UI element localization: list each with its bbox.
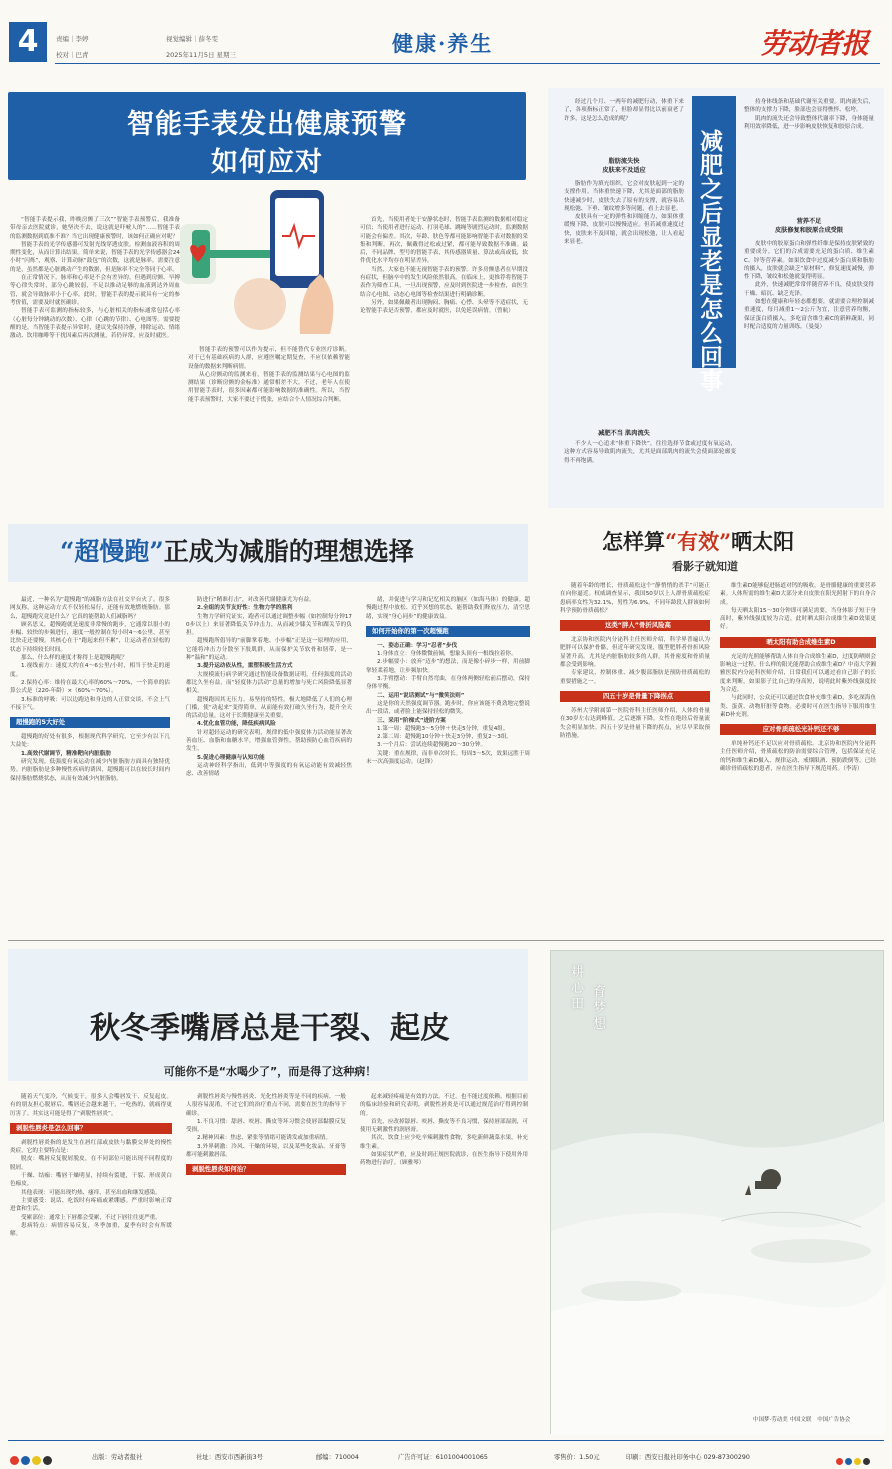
page-number: 4 xyxy=(17,24,39,59)
article1-col2: 智能手表的预警可以作为提示，但不能替代专业医疗诊断。对于已有基础疾病的人群，应遵医嘱定期复查，不应仅依赖智能设备的数据来判断病情。 从心房颤动的监测来看，智能手表的监测结果与心电图的监测结果（诊断房颤的金标准）通常相差不大。不过，老年人在使用智能手表时，很多因素都可能影响数据的准确性。所以，当智能手表预警时，大家不要过于慌张，应结合个人情况综合判断。 xyxy=(188,347,350,403)
article5-col1: 随着天气变冷，气候变干，很多人会嘴唇发干、反复起皮。有的朋友担心脱唇后，嘴唇还会越来越干，一吃热的，就痛得更厉害了。其实这可能是得了“剥脱性唇炎”。 剥脱性唇炎是怎么回事？ 剥脱性唇炎指的是发生在唇红部或皮肤与黏膜交界处的慢性炎症，它的主要特点是： 脱皮：嘴唇反复脱屑脱皮，在不同部位可能出现不同程度的脱屑。 干燥、结痂：嘴唇干燥明显，持续有裂缝，干裂、形成黄白色痂皮。 其他表现：可能出现灼热、瘙痒，甚至出血和继发感染。 主要感受：说话、吃饭时有疼痛或紧绷感。严重时影响正常进食和生活。 受累部位：通常上下唇都会受累，不过下唇往往更严重。 患病特点：病情容易反复，冬季加重，夏季有时会有所缓解。 xyxy=(10,1094,172,1238)
color-dot-blue xyxy=(845,1458,852,1465)
ad-footer-right: 中国广告协会 xyxy=(817,1417,851,1423)
article1-col3: 首先，当使用者处于安静状态时，智能手表监测的数据相对稳定可信；当使用者进行运动、打羽毛球、跳绳等剧烈运动时，监测数据可能会有偏差。其次，年龄、肤色等都可能影响智能手表对数据的采集和判断。再次，佩戴得过松或过紧，都可能导致数据不准确。最后，不同品牌、型号的智能手表，其传感器质量、算法或高或低，软件优化水平均存在明显差异。 当然，大家也不能无视智能手表的预警。许多房颤患者在早期没有症状，但脑卒中的发生风险依然很高。在临床上，更推荐将智能手表作为筛查工具，一旦出现预警，应及时到医院进一步检查，由医生结合心电图、动态心电图等检查结果进行明确诊断。 另外，如果佩戴者出现胸闷、胸痛、心悸、头晕等不适症状，无论智能手表是否预警，都应及时就医，以免延误病情。（曾航） xyxy=(360,217,528,315)
footer-postcode: 邮编：710004 xyxy=(316,1454,359,1461)
visual-editor-credit: 视觉编辑｜薛冬雯 xyxy=(166,35,218,43)
article4-head4: 应对骨质疏松光补钙还不够 xyxy=(720,724,876,735)
article3-sub2: 减肥不当 肌肉流失 xyxy=(598,430,650,437)
article4-title-pre: 怎样算 xyxy=(602,529,665,554)
article3-col1c: 不少人一心追求“体重下降快”，往往选择节食或过度有氧运动，这种方式容易导致肌肉流失，尤其是面部肌肉的流失会使面部轮廓变得不再饱满。 xyxy=(564,441,736,464)
article1-col1: “智能手表提示我，昨晚房颤了三次”“智能手表预警后，我准备带母亲去医院就诊，她坚决不去，说这就是吓唬人的”……智能手表的监测数据到底准不准？当它出现健康预警时，该如何正确应对呢？ 智能手表的光学传感器可发射光线穿透皮肤，检测血液容积的周期性变化，从而计算出结果。简单来说，智能手表的光学传感器会24小时“闪烁”，观察、计算动脉“鼓包”的次数，这就是脉率。需要注意的是，虽然都是心脏跳动产生的数据，但是脉率不完全等同于心率。 在正常情况下，脉率和心率是不会有差异的。但遇到房颤、早搏等心律失常时，部分心跳较弱，不足以推动足够的血液到达外周血管，就会导致脉率小于心率。此时，智能手表的提示就具有一定的参考价值，需要及时就医确诊。 智能手表可监测的指标较多，与心脏相关的指标通常包括心率（心脏每分钟跳动的次数）、心律（心跳的节律）、心电图等。需要提醒的是，当智能手表提示异常时，建议先保持冷静，排除运动、情绪激动、饮用咖啡等干扰因素后再次测量，若仍异常，应及时就医。 xyxy=(10,217,180,340)
article2-col3: 绪，并促进与学习和记忆相关的脑区（如海马体）的健康。超慢跑过程中放松、近乎冥想的状态，能帮助我们释放压力，清空思绪，实现“身心同步”的健康效益。 如何开始你的第一次超慢跑 一、姿态正确：学习“忍者”步伐 1.身体直立：身体微微前倾，想象头顶有一根线拉着你。 2.步幅要小：放弃“迈步”的想法，而是像小碎步一样，用前脚掌轻柔着地，让步频加快。 3.手臂摆动：手臂自然弯曲，在身体两侧轻松前后摆动，保持身体平衡。 二、运用“说话测试”与“微笑法则” 这是你的天然强度调节器。跑步时，你应该能不费劲地完整说出一段话，或者脸上能保持轻松的微笑。 三、采用“阶梯式”进阶方案 1.第一周：超慢跑3～5分钟＋快走5分钟，重复4组。 2.第二周：超慢跑10分钟＋快走3分钟，重复2～3组。 3.一个月后：尝试连续超慢跑20～30分钟。 关键：重在规律，而非单次时长。每周3～5次，效果远胜于周末一次高强度运动。（赵锋） xyxy=(366,597,530,766)
article1-title-line1: 智能手表发出健康预警 xyxy=(127,109,407,140)
footer-printer: 印刷：西安日报社印务中心 029-87300290 xyxy=(626,1454,750,1461)
article4-title-post: 晒太阳 xyxy=(731,529,795,554)
article2-title-highlight: “超慢跑” xyxy=(60,537,164,566)
article2-title xyxy=(60,532,414,568)
page-header xyxy=(0,0,892,68)
page-number-badge xyxy=(9,22,47,62)
article3-title: 减肥之后显老是怎么回事 xyxy=(700,128,723,395)
article3-col1b: 脂肪作为填充组织，它会对皮肤起到一定的支撑作用。当体重快速下降，尤其是面部的脂肪快速减少时，皮肤失去了原有的支撑，就容易出现松弛、下垂、皱纹增多等问题，看上去显老。 皮肤具有一定的弹性和回缩能力，如果体重缓慢下降，皮肤可以慢慢适应。但若减重速度过快，皮肤来不及回缩，就会出现松弛，让人看起来显老。 xyxy=(564,181,684,246)
article1-title-box xyxy=(8,92,526,180)
article3-col1a: 经过几个月、一两年的减肥行动，体重下来了，各项指标正常了，但脸却显得比以前衰老了许多。这是怎么造成的呢？ xyxy=(564,99,684,122)
middle-divider xyxy=(8,940,884,941)
article2-title-rest: 正成为减脂的理想选择 xyxy=(163,537,414,566)
ad-line2: 育梦想 xyxy=(593,985,607,1032)
article2-col1: 最近，一种名为“超慢跑”的减脂方法在社交平台火了。很多网友称，这种运动方式不仅轻松易行，还能有效地燃烧脂肪。那么，超慢跑究竟是什么？它真的能帮助人们减脂吗？ 顾名思义，超慢跑就是速度非常慢的跑步，它通常以很小的步幅、较快的步频进行，速度一般控制在每小时4～6公里，甚至比快走还要慢。其核心在于“跑起来但不累”，让运动者在轻松的状态下持续较长时间。 那么，什么样的速度才称得上是超慢跑呢？ 1.视线前方：速度大约在4～6公里/小时，相当于快走的速度。 2.保持心率：维持在最大心率的60%～70%，一个简单的估算公式是（220-年龄）×（60%～70%）。 3.标准的呼吸：可以边跑边和身边的人正常交谈，不会上气不接下气。 超慢跑的5大好处 超慢跑的好处有很多，根据现代科学研究，它至少有以下几大益处： 1.高效代谢调节，精准靶向内脏脂肪 研究发现，低强度有氧运动在减少内脏脂肪方面具有独特优势。内脏脂肪是多种慢性疾病的诱因，超慢跑可以在较长时间内保持脂肪燃烧状态，从而有效减少内脏脂肪。 xyxy=(10,597,170,782)
ad-line1: 耕心田 xyxy=(571,965,585,1012)
article3-col2b: 皮肤中的胶原蛋白和弹性纤维是保持皮肤紧致的重要成分。它们的合成需要充足的蛋白质、维生素C、锌等营养素。如果饮食中过度减少蛋白质和脂肪的摄入，皮肤就会缺乏“原材料”，修复速度减慢，弹性下降，皱纹和松弛就变得明显。 此外，快速减肥常常伴随营养不良，使皮肤变得干燥、暗沉、缺乏光泽。 如想在健康和年轻态都想要，就需要合理控制减重速度，每月减重1～2公斤为宜，注意营养均衡，保证蛋白质摄入，多吃富含维生素C的新鲜蔬果，同时配合适度的力量训练。（曼曼） xyxy=(744,241,874,330)
article4-head2: 四五十岁是骨量下降拐点 xyxy=(560,691,710,702)
footer-dots-right xyxy=(836,1450,870,1469)
article3-col2a: 持身体线条和基础代谢至关重要。肌肉流失后，整体的支撑力下降，脸部也会显得憔悴、松垮。 肌肉的流失还会导致整体代谢率下降，身体能量利用效率降低，进一步影响皮肤恢复和胶原合成。 xyxy=(744,99,874,130)
article-chapped-lips xyxy=(0,945,540,1435)
article4-title xyxy=(602,526,794,556)
proofreader-credit: 校对｜巴青 xyxy=(56,51,89,59)
article-smartwatch xyxy=(0,88,540,508)
article-weightloss-aging xyxy=(548,88,884,508)
footer-price: 零售价：1.50元 xyxy=(554,1454,600,1461)
article5-subtitle: 可能你不是“水喝少了”，而是得了这种病！ xyxy=(163,1065,377,1078)
article4-col1: 随着年龄的增长，骨质疏松这个“静悄悄的杀手”可能正在向你逼近。权威调查显示，我国50岁以上人群骨质疏松症患病率女性为32.1%，男性为6.9%。不同年龄段人群该如何科学预防骨质疏松？ 这类“胖人”骨折风险高 北京协和医院内分泌科主任医师介绍，科学界普遍认为肥胖可以保护骨骼，但近年研究发现，腹型肥胖者骨折风险显著升高。尤其是内脏脂肪较多的人群，其骨密度和骨质量都会受到影响。 专家建议，控制体重、减少腹部脂肪是预防骨质疏松的重要措施之一。 四五十岁是骨量下降拐点 苏州大学附属第一医院骨科主任医师介绍，人体的骨量在30岁左右达到峰值，之后逐渐下降，女性在绝经后骨量流失会明显加快。四五十岁是骨量下降的拐点，应尽早采取预防措施。 xyxy=(560,583,710,739)
page-footer xyxy=(0,1440,892,1469)
article5-col2: 剥脱性唇炎与慢性唇炎、光化性唇炎等是不同的疾病。一般人很容易混淆，不过它们的治疗重点不同，需要在医生的指导下确诊。 1.不良习惯：舔唇、咬唇、撕皮等坏习惯会使唇部黏膜反复受损。 2.精神因素：焦虑、紧张等情绪可能诱发或加重病情。 3.外界刺激：冷风、干燥的环境，以及某些化妆品、牙膏等都可能刺激唇部。 剥脱性唇炎如何治？ xyxy=(186,1094,346,1174)
color-dot-black xyxy=(43,1456,52,1465)
article5-col3: 起来减轻疼痛是有效的方法。不过，也不能过度依赖。根据目前的临床经验和研究表明，剥脱性唇炎是可以通过规范治疗得到控制的。 首先，应改掉舔唇、咬唇、撕皮等不良习惯，保持唇部湿润，可使用无刺激性的润唇膏。 其次，饮食上应少吃辛辣刺激性食物，多吃新鲜蔬菜水果，补充维生素。 如果症状严重，应及时到正规医院就诊，在医生指导下使用外用药物进行治疗。（顾雅琴） xyxy=(360,1094,528,1167)
editor-credit: 责编｜李婷 xyxy=(56,35,89,43)
footer-address: 社址：西安市西新街3号 xyxy=(196,1454,263,1461)
color-dot-red xyxy=(836,1458,843,1465)
public-service-ad xyxy=(550,950,884,1434)
article2-section-head2: 如何开始你的第一次超慢跑 xyxy=(366,626,530,637)
color-dot-black xyxy=(863,1458,870,1465)
article5-head2: 剥脱性唇炎如何治？ xyxy=(186,1164,346,1175)
article-superslow-run xyxy=(0,520,540,935)
color-dot-red xyxy=(10,1456,19,1465)
article4-subtitle: 看影子就知道 xyxy=(672,560,738,573)
masthead-logo: 劳动者报 xyxy=(760,27,869,60)
article2-col2: 防进行“精准打击”，对改善代谢健康尤为有益。 2.全组的关节友好性：生物力学的胜利 生物力学研究证实，跑者可以通过调整步幅（如控制每分钟170步以上）来显著降低关节冲击力，从而减少膝关节和踝关节的负担。 超慢跑所倡导的“前脚掌着地、小步幅”正是这一原理的应用，它能将冲击力分散至下肢肌群，从而保护关节软骨和韧带，是一种“温和”的运动。 3.提升运动依从性，重塑积极生活方式 大规模流行病学研究通过智能设备数据证明，任何强度的活动都比久坐有益，而“轻度体力活动”总量的增加与死亡风险降低显著相关。 超慢跑因其无压力、易坚持的特性，极大地降低了人们的心理门槛，使“动起来”变得简单，从而能有效打破久坐行为，提升全天的活动总量，这对于长期健康至关重要。 4.优化血管功能，降低疾病风险 针对超轻运动的研究表明，规律的低中强度体力活动能显著改善血压、血脂和血糖水平，增强血管弹性，帮助预防心血管疾病的发生。 5.促进心理健康与认知功能 运动神经科学指出，低到中等强度的有氧运动能有效减轻焦虑、改善情绪 xyxy=(186,597,352,778)
article3-sub3: 营养不足 皮肤修复和胶原合成受限 xyxy=(774,218,844,234)
smartwatch-illustration xyxy=(180,184,350,344)
issue-date: 2025年11月5日 星期三 xyxy=(166,51,237,59)
color-dot-yellow xyxy=(854,1458,861,1465)
section-title: 健康·养生 xyxy=(392,31,494,56)
article5-head1: 剥脱性唇炎是怎么回事？ xyxy=(10,1123,172,1134)
article2-section-head1: 超慢跑的5大好处 xyxy=(10,717,170,728)
footer-license: 广告许可证：6101004001065 xyxy=(398,1454,488,1461)
color-dot-blue xyxy=(21,1456,30,1465)
article4-head3: 晒太阳有助合成维生素D xyxy=(720,637,876,648)
article5-title: 秋冬季嘴唇总是干裂、起皮 xyxy=(90,1011,450,1046)
article3-title-box xyxy=(692,96,736,395)
footer-dots-left xyxy=(10,1450,54,1469)
article-sunbathing xyxy=(548,520,884,935)
article4-head1: 这类“胖人”骨折风险高 xyxy=(560,620,710,631)
footer-publisher: 出版：劳动者报社 xyxy=(92,1454,143,1461)
ad-footer xyxy=(753,1415,850,1423)
article3-sub1: 脂肪流失快 皮肤来不及适应 xyxy=(602,158,646,174)
article4-col2: 维生素D能够促进肠道对钙的吸收，是骨骼健康的重要营养素。人体所需的维生素D大部分来自皮肤在阳光照射下的自身合成。 每天晒太阳15～30分钟即可满足需要，当身体影子短于身高时，紫外线强度较为合适，此时晒太阳合成维生素D效果更好。 晒太阳有助合成维生素D 充足的光照能够帮助人体自身合成维生素D，过度防晒则会影响这一过程。什么样的阳光能帮助合成维生素D？中南大学湘雅医院内分泌科医师介绍，日常我们可以通过看自己影子的长度来判断，如果影子比自己的身高短，说明此时紫外线强度较为合适。 与此同时，公众还可以通过饮食补充维生素D，多吃深海鱼类、蛋黄、动物肝脏等食物。必要时可在医生指导下服用维生素D补充剂。 应对骨质疏松光补钙还不够 单纯补钙还不足以应对骨质疏松。北京协和医院内分泌科主任医师介绍，骨质疏松的防治需要综合管理，包括保证充足的钙和维生素D摄入、规律运动、戒烟限酒、预防跌倒等。已经确诊骨质疏松的患者，应在医生指导下规范用药。（李涛） xyxy=(720,583,876,773)
header-rule xyxy=(55,63,880,64)
ad-footer-left: 中国梦·劳动美 中国文联 xyxy=(753,1417,812,1423)
article4-title-highlight: “有效” xyxy=(665,529,732,554)
article1-title-line2: 如何应对 xyxy=(211,147,323,178)
color-dot-yellow xyxy=(32,1456,41,1465)
footer-rule xyxy=(8,1440,884,1441)
smartwatch-heart-icon xyxy=(180,184,350,344)
